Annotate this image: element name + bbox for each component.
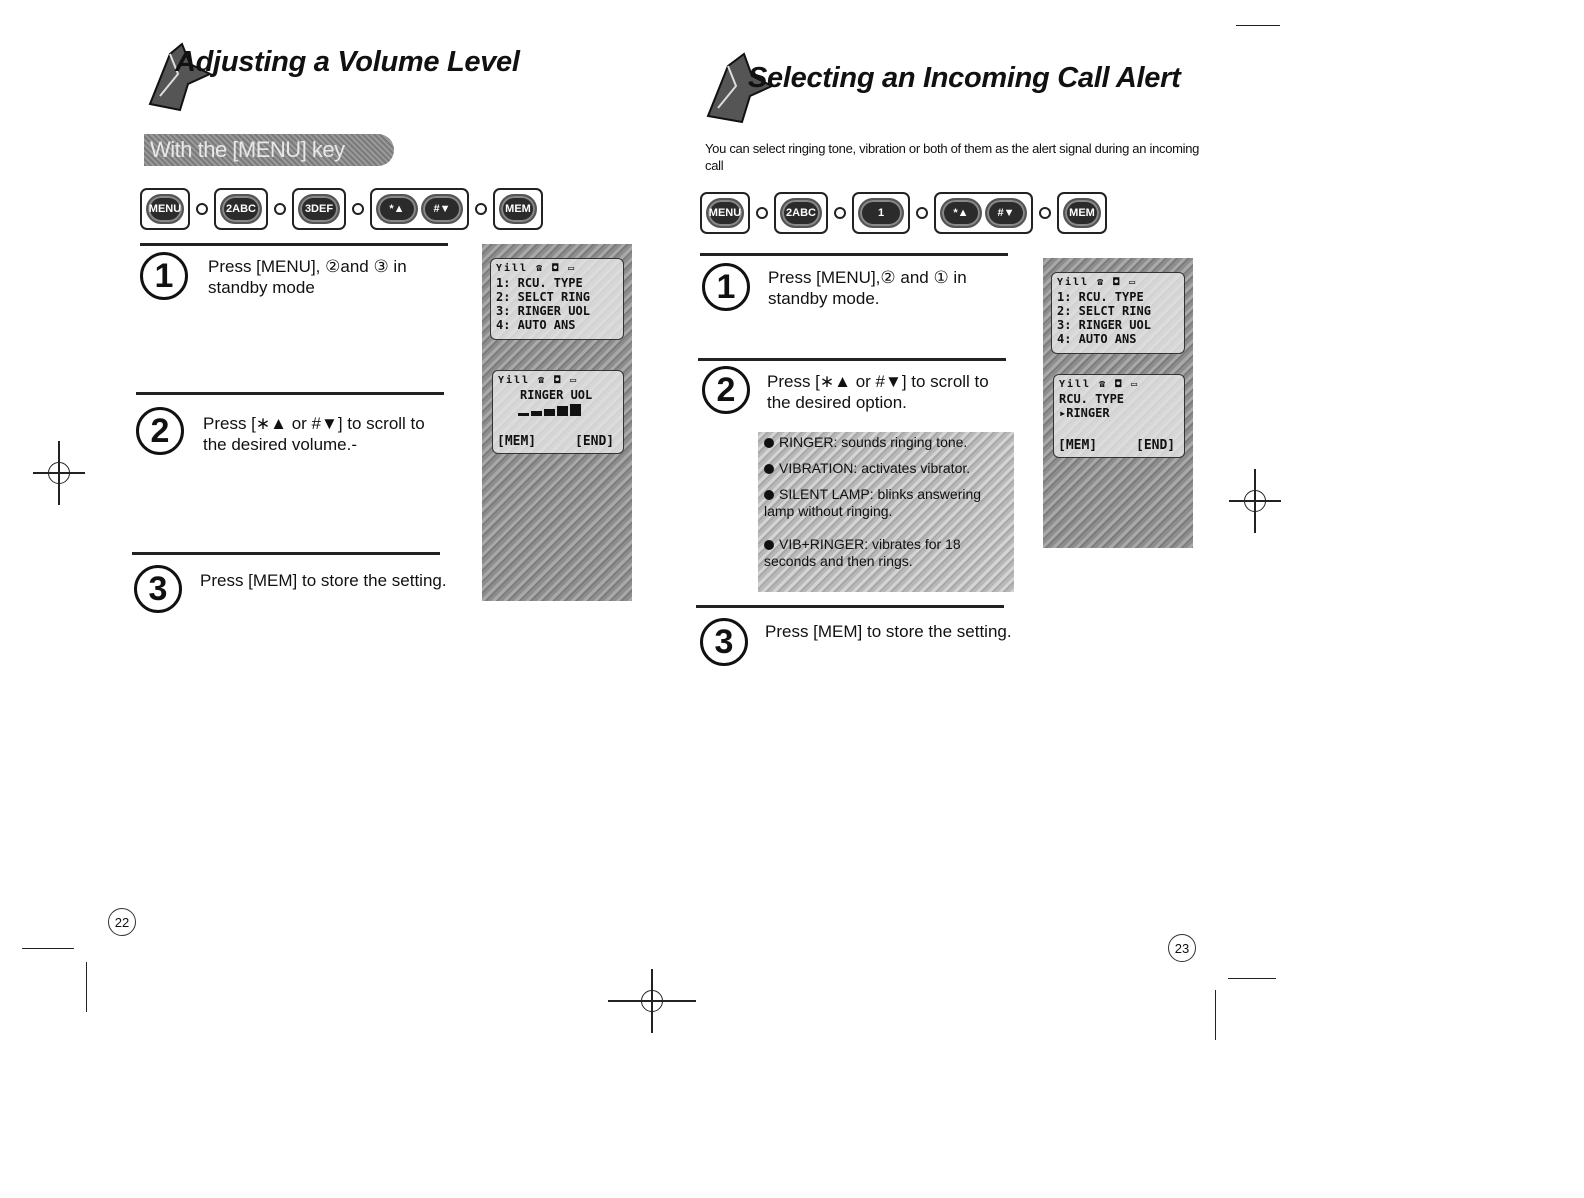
bullet-icon [764,490,774,500]
step-divider [700,253,1008,256]
crop-mark [1215,990,1216,1040]
step-text: Press [MEM] to store the setting. [200,571,447,590]
phone-screen-image [1043,258,1193,548]
lcd-menu [490,258,624,340]
intro-text: You can select ringing tone, vibration or both of them as the alert signal during an incoming call [705,141,1200,173]
step-text: Press [MEM] to store the setting. [765,622,1012,641]
sequence-separator-icon [1039,207,1051,219]
step-text: Press [∗▲ or #▼] to scroll to the desired volume.- [203,414,425,454]
step-number: 3 [700,618,748,666]
page-number: 22 [108,908,136,936]
step-divider [696,605,1004,608]
sequence-separator-icon [756,207,768,219]
menu-line: 3: RINGER UOL [1057,318,1151,332]
option-text: VIBRATION: activates vibrator. [779,460,971,476]
page-title: Selecting an Incoming Call Alert [748,62,1181,94]
key-2-box [214,188,268,230]
hash-down-key: #▼ [421,194,463,224]
page-title: Adjusting a Volume Level [175,46,520,78]
bullet-icon [764,540,774,550]
menu-key: MENU [146,194,184,224]
step-divider [698,358,1006,361]
scroll-keys-box [934,192,1033,234]
menu-line: 1: RCU. TYPE [496,276,583,290]
crop-mark [1228,978,1276,979]
sequence-separator-icon [916,207,928,219]
volume-bar [518,413,529,416]
registration-mark-left [41,455,77,491]
key-2abc: 2ABC [220,194,262,224]
menu-line: 1: RCU. TYPE [1057,290,1144,304]
step-text: Press [MENU],② and ① in standby mode. [768,268,967,308]
menu-key-box [700,192,750,234]
softkey-left: [MEM] [497,434,537,449]
banner-label: With the [MENU] key [150,137,345,162]
lcd-heading: RCU. TYPE [1059,392,1125,406]
menu-line: 2: SELCT RING [496,290,590,304]
mem-key: MEM [1063,198,1101,228]
bullet-icon [764,464,774,474]
hash-down-key: #▼ [985,198,1027,228]
volume-bar [570,404,581,416]
option-item [764,486,1008,520]
option-text: VIB+RINGER: vibrates for 18 seconds and then rings. [764,536,961,569]
key-2-box [774,192,828,234]
lcd-heading: RINGER UOL [520,388,593,402]
step-divider [136,392,444,395]
volume-bar [531,411,542,416]
lcd-volume [492,370,624,454]
sequence-separator-icon [834,207,846,219]
menu-line: 3: RINGER UOL [496,304,590,318]
registration-mark-right [1237,483,1273,519]
step-divider [140,243,448,246]
option-item [764,460,1008,477]
key-sequence [700,192,1107,234]
lcd-menu [1051,272,1185,354]
key-3def: 3DEF [298,194,340,224]
mem-key-box [493,188,543,230]
option-item [764,434,1008,451]
sequence-separator-icon [196,203,208,215]
registration-mark-bottom [634,983,670,1019]
crop-mark [86,962,87,1012]
step-number: 1 [140,252,188,300]
menu-line: 4: AUTO ANS [1057,332,1137,346]
key-sequence [140,188,543,230]
softkey-right: [END] [575,434,615,449]
status-bar: Yill ☎ ◘ ▭ [496,263,577,274]
volume-bar [544,409,555,416]
sequence-separator-icon [475,203,487,215]
option-text: SILENT LAMP: blinks answering lamp without ringing. [764,486,982,519]
step-number: 2 [702,366,750,414]
status-bar: Yill ☎ ◘ ▭ [1057,277,1138,288]
status-bar: Yill ☎ ◘ ▭ [1059,379,1140,390]
star-up-key: *▲ [940,198,982,228]
page-number: 23 [1168,934,1196,962]
menu-key: MENU [706,198,744,228]
option-item [764,536,1008,570]
step-text: Press [∗▲ or #▼] to scroll to the desired option. [767,372,989,412]
lcd-type [1053,374,1185,458]
phone-screen-image [482,244,632,601]
key-1: 1 [858,198,904,228]
step-text: Press [MENU], ②and ③ in standby mode [208,257,407,297]
sequence-separator-icon [352,203,364,215]
menu-key-box [140,188,190,230]
options-box [758,432,1014,592]
star-up-key: *▲ [376,194,418,224]
sequence-separator-icon [274,203,286,215]
key-3-box [292,188,346,230]
key-1-box [852,192,910,234]
crop-mark [22,948,74,949]
status-bar: Yill ☎ ◘ ▭ [498,375,579,386]
step-number: 1 [702,263,750,311]
step-divider [132,552,440,555]
volume-bars [518,404,618,416]
crop-mark [1236,25,1280,26]
section-banner [144,134,394,166]
menu-line: 2: SELCT RING [1057,304,1151,318]
step-number: 3 [134,565,182,613]
bullet-icon [764,438,774,448]
mem-key: MEM [499,194,537,224]
option-text: RINGER: sounds ringing tone. [779,434,968,450]
lcd-selected: ▸RINGER [1059,406,1110,420]
volume-bar [557,406,568,416]
key-2abc: 2ABC [780,198,822,228]
step-number: 2 [136,407,184,455]
menu-line: 4: AUTO ANS [496,318,576,332]
softkey-left: [MEM] [1058,438,1098,453]
mem-key-box [1057,192,1107,234]
softkey-right: [END] [1136,438,1176,453]
scroll-keys-box [370,188,469,230]
